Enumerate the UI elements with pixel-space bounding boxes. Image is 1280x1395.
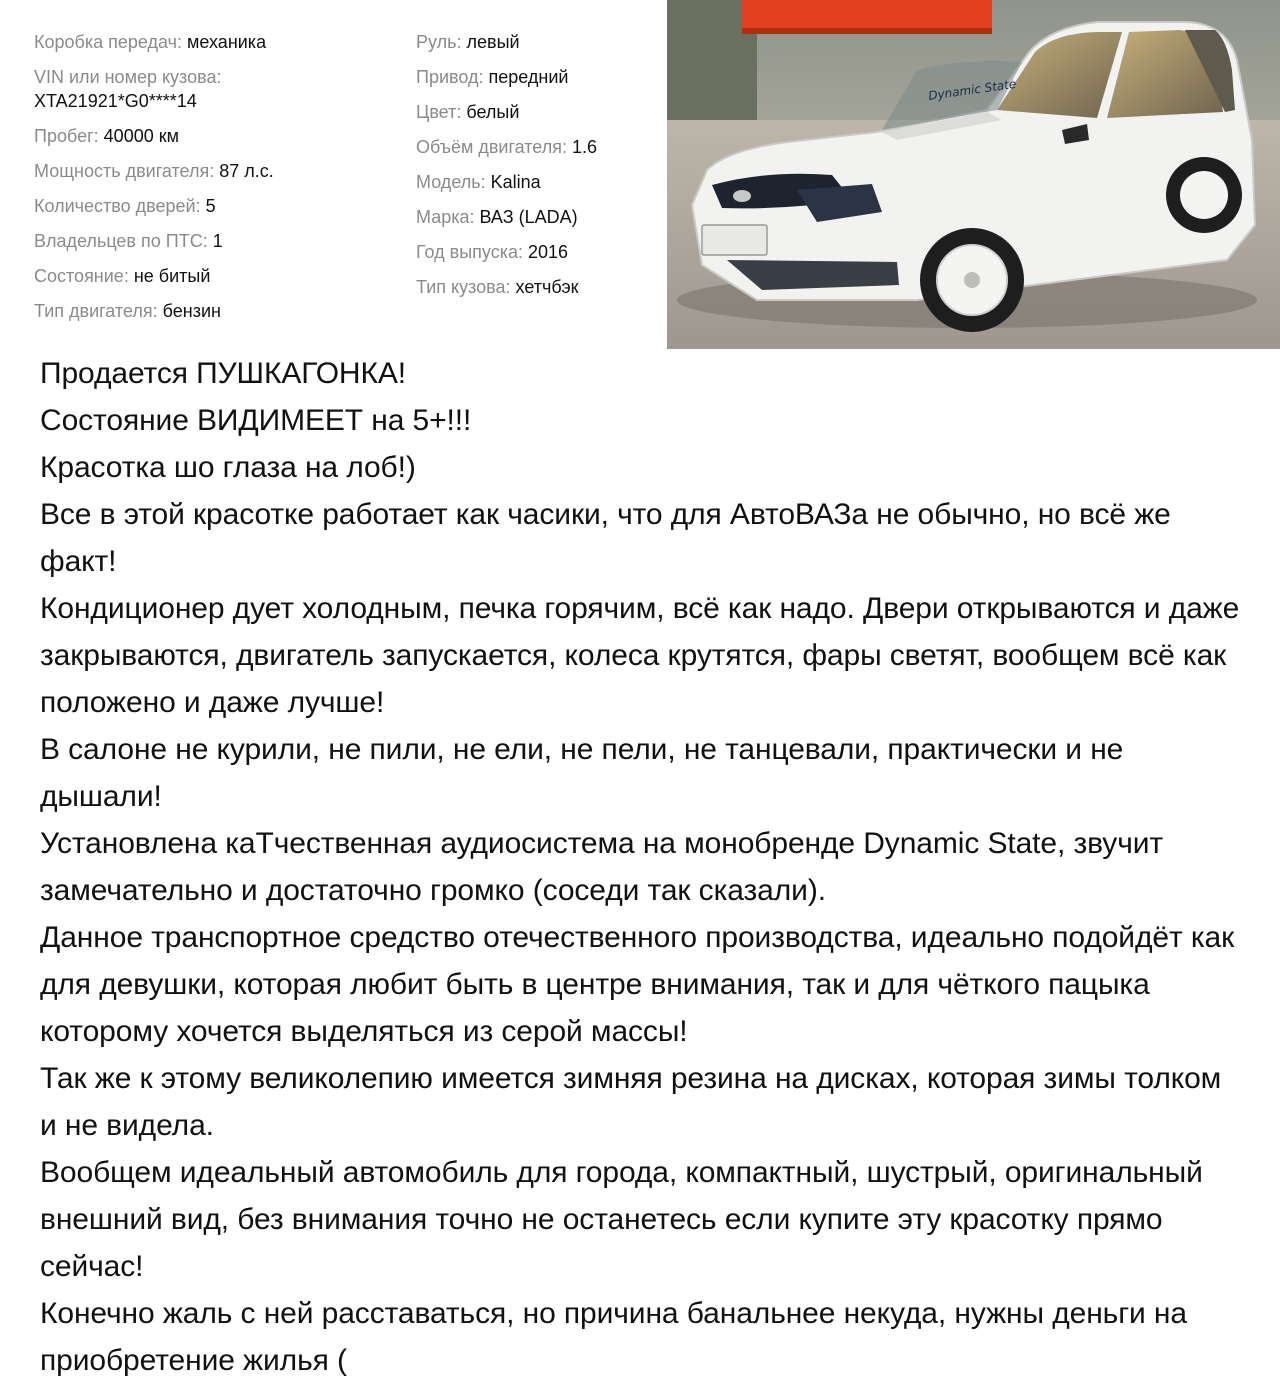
spec-owners: [34, 229, 394, 253]
spec-value: бензин: [162, 301, 221, 321]
spec-value: 5: [205, 196, 216, 216]
description-line: Установлена каТчественная аудиосистема на монобренде Dynamic State, звучит замечательно и достаточно громко (соседи так сказали).: [40, 827, 1164, 907]
spec-value: белый: [466, 102, 520, 122]
spec-key: Тип двигателя:: [34, 301, 158, 321]
description-line: Конечно жаль с ней расставаться, но причина банальнее некуда, нужны деньги на приобретение жилья (: [40, 1297, 1187, 1377]
spec-color: [416, 100, 656, 124]
spec-key: Руль:: [416, 32, 462, 52]
spec-year: [416, 240, 656, 264]
spec-key: Количество дверей:: [34, 196, 201, 216]
spec-value: 87 л.с.: [219, 161, 274, 181]
spec-key: Привод:: [416, 67, 484, 87]
spec-key: Объём двигателя:: [416, 137, 567, 157]
spec-value: передний: [488, 67, 569, 87]
spec-value: механика: [187, 32, 267, 52]
description-line: Вообщем идеальный автомобиль для города, компактный, шустрый, оригинальный внешний вид, без внимания точно не останетесь если купите эту красотку прямо сейчас!: [40, 1156, 1203, 1283]
spec-value: 40000 км: [103, 126, 179, 146]
spec-power: [34, 159, 394, 183]
spec-brand: [416, 205, 656, 229]
description-line: Все в этой красотке работает как часики, что для АвтоВАЗа не обычно, но всё же факт!: [40, 498, 1171, 578]
description-line: Состояние ВИДИМЕЕТ на 5+!!!: [40, 404, 472, 437]
spec-key: Мощность двигателя:: [34, 161, 215, 181]
spec-key: Марка:: [416, 207, 475, 227]
description-line: Так же к этому великолепию имеется зимняя резина на дисках, которая зимы толком и не видела.: [40, 1062, 1222, 1142]
spec-key: Состояние:: [34, 266, 129, 286]
spec-engine-type: [34, 299, 394, 323]
spec-key: Коробка передач:: [34, 32, 182, 52]
car-photo-illustration: [667, 0, 1280, 349]
spec-value: ВАЗ (LADA): [479, 207, 578, 227]
description-line: Данное транспортное средство отечественного производства, идеально подойдёт как для девушки, которая любит быть в центре внимания, так и для чёткого пацыка которому хочется выделяться из серой массы!: [40, 921, 1235, 1048]
spec-key: Модель:: [416, 172, 486, 192]
spec-value: 2016: [528, 242, 569, 262]
spec-mileage: [34, 124, 394, 148]
listing-description: [40, 350, 1240, 1384]
spec-value: 1.6: [571, 137, 598, 157]
spec-value: Kalina: [490, 172, 541, 192]
spec-vin: [34, 65, 394, 113]
specs-column-left: [34, 30, 394, 334]
spec-condition: [34, 264, 394, 288]
spec-key: Год выпуска:: [416, 242, 523, 262]
spec-key: VIN или номер кузова:: [34, 67, 222, 87]
spec-key: Пробег:: [34, 126, 99, 146]
car-photo: [667, 0, 1280, 349]
spec-doors: [34, 194, 394, 218]
spec-value: не битый: [133, 266, 211, 286]
spec-key: Владельцев по ПТС:: [34, 231, 208, 251]
spec-value: левый: [466, 32, 520, 52]
spec-key: Тип кузова:: [416, 277, 511, 297]
spec-value: XTA21921*G0****14: [34, 91, 197, 111]
description-line: Красотка шо глаза на лоб!): [40, 451, 416, 484]
svg-text:Dynamic State: Dynamic State: [927, 76, 1018, 103]
specs-column-right: [416, 30, 656, 310]
description-line: В салоне не курили, не пили, не ели, не пели, не танцевали, практически и не дышали!: [40, 733, 1124, 813]
spec-steering: [416, 30, 656, 54]
description-line: Кондиционер дует холодным, печка горячим, всё как надо. Двери открываются и даже закрываются, двигатель запускается, колеса крутятся, фары светят, вообщем всё как положено и даже лучше!: [40, 592, 1240, 719]
spec-value: хетчбэк: [515, 277, 579, 297]
spec-drive: [416, 65, 656, 89]
spec-value: 1: [212, 231, 223, 251]
spec-transmission: [34, 30, 394, 54]
spec-key: Цвет:: [416, 102, 462, 122]
spec-body-type: [416, 275, 656, 299]
spec-engine-volume: [416, 135, 656, 159]
spec-model: [416, 170, 656, 194]
description-line: Продается ПУШКАГОНКА!: [40, 357, 407, 390]
